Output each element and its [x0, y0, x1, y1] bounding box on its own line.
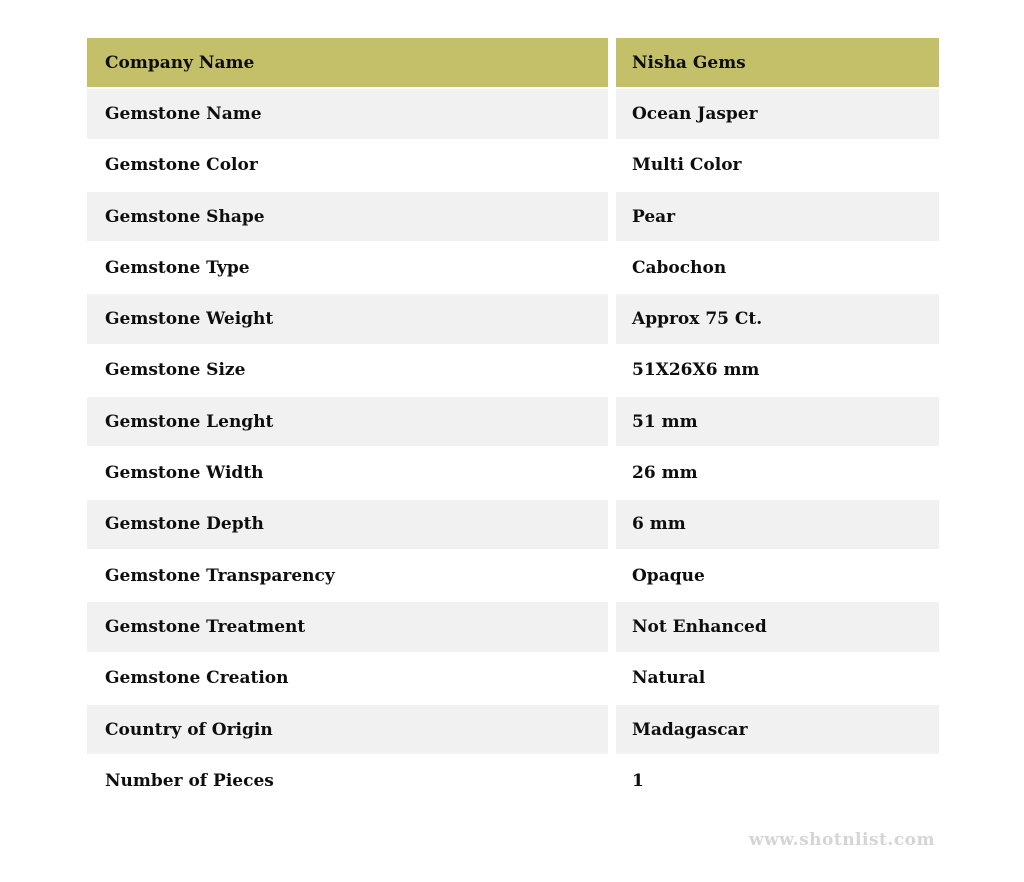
table-header-row: [87, 38, 939, 89]
row-value: 51X26X6 mm: [616, 346, 939, 397]
table-row-gemstone-size: [87, 346, 939, 397]
row-value: Approx 75 Ct.: [616, 294, 939, 345]
row-value: Ocean Jasper: [616, 89, 939, 140]
row-label: Gemstone Weight: [87, 294, 616, 345]
row-label: Gemstone Size: [87, 346, 616, 397]
header-value-cell: Nisha Gems: [616, 38, 939, 89]
row-label: Gemstone Transparency: [87, 551, 616, 602]
row-value: Pear: [616, 192, 939, 243]
table-row-gemstone-type: [87, 243, 939, 294]
row-value: 26 mm: [616, 448, 939, 499]
table-row-gemstone-weight: [87, 294, 939, 345]
watermark: www.shotnlist.com: [748, 830, 935, 850]
row-value: Madagascar: [616, 705, 939, 756]
row-value: 6 mm: [616, 500, 939, 551]
table-row-gemstone-depth: [87, 500, 939, 551]
row-value: 1: [616, 756, 939, 807]
table-row-gemstone-transparency: [87, 551, 939, 602]
row-label: Gemstone Depth: [87, 500, 616, 551]
row-label: Gemstone Creation: [87, 654, 616, 705]
table-row-gemstone-shape: [87, 192, 939, 243]
table-row-gemstone-treatment: [87, 602, 939, 653]
row-label: Country of Origin: [87, 705, 616, 756]
row-value: Not Enhanced: [616, 602, 939, 653]
gemstone-details-table: [87, 38, 939, 807]
table-row-country-of-origin: [87, 705, 939, 756]
row-label: Gemstone Lenght: [87, 397, 616, 448]
row-label: Gemstone Type: [87, 243, 616, 294]
table-row-number-of-pieces: [87, 756, 939, 807]
table-row-gemstone-width: [87, 448, 939, 499]
table-row-gemstone-creation: [87, 654, 939, 705]
row-label: Gemstone Width: [87, 448, 616, 499]
row-value: Multi Color: [616, 141, 939, 192]
row-value: Natural: [616, 654, 939, 705]
row-label: Gemstone Shape: [87, 192, 616, 243]
table-row-gemstone-lenght: [87, 397, 939, 448]
header-label-cell: Company Name: [87, 38, 616, 89]
row-value: Opaque: [616, 551, 939, 602]
row-value: Cabochon: [616, 243, 939, 294]
row-label: Gemstone Color: [87, 141, 616, 192]
row-label: Gemstone Name: [87, 89, 616, 140]
table-row-gemstone-color: [87, 141, 939, 192]
row-label: Number of Pieces: [87, 756, 616, 807]
row-value: 51 mm: [616, 397, 939, 448]
table-row-gemstone-name: [87, 89, 939, 140]
row-label: Gemstone Treatment: [87, 602, 616, 653]
